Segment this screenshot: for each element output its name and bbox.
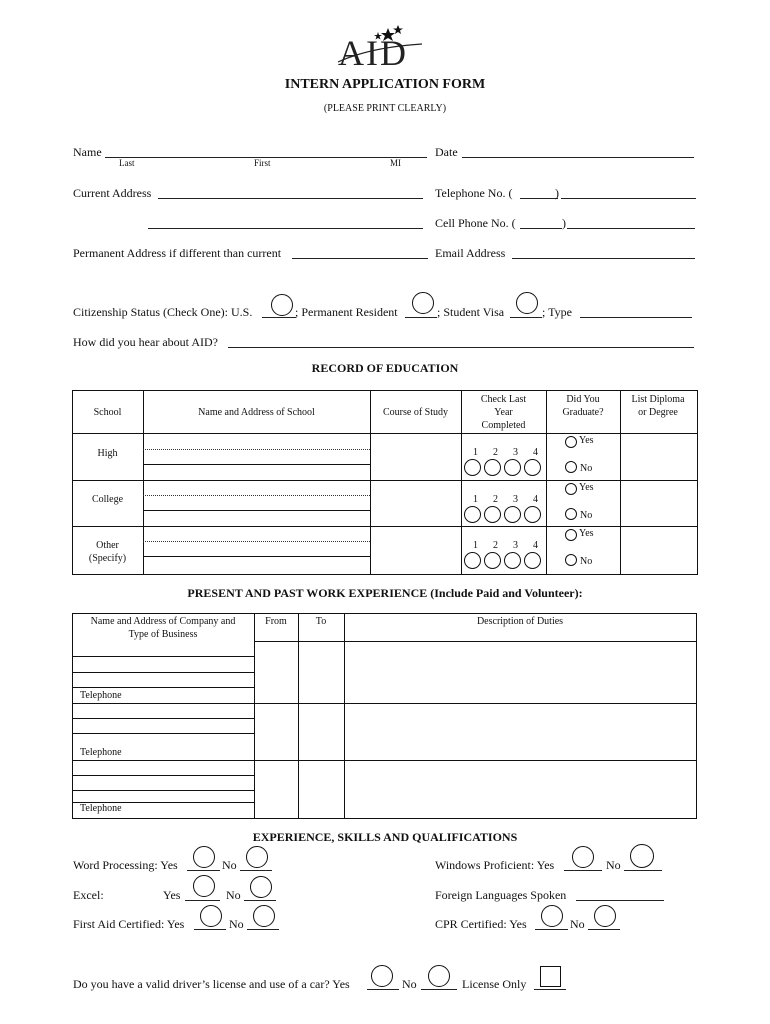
type-field[interactable] bbox=[580, 317, 692, 318]
work-col-to: To bbox=[315, 616, 327, 627]
edu-college-year-4-radio[interactable] bbox=[524, 506, 541, 523]
edu-name-subline bbox=[143, 556, 370, 557]
word-no-line bbox=[240, 870, 272, 871]
edu-header-did-you: Did You bbox=[566, 394, 600, 405]
edu-header-graduate: Graduate? bbox=[562, 407, 604, 418]
edu-header-year: Year bbox=[494, 407, 513, 418]
excel-yes-radio[interactable] bbox=[193, 875, 215, 897]
edu-high-year-4-radio[interactable] bbox=[524, 459, 541, 476]
type-label: ; Type bbox=[542, 305, 572, 319]
work-row-line bbox=[254, 641, 696, 642]
edu-row-line bbox=[72, 433, 697, 434]
work-col-company: Name and Address of Company and bbox=[90, 616, 236, 627]
edu-header-list-diploma: List Diploma bbox=[631, 394, 685, 405]
cpr-yes-line bbox=[535, 929, 568, 930]
edu-high-year-3-radio[interactable] bbox=[504, 459, 521, 476]
hear-label: How did you hear about AID? bbox=[73, 335, 218, 349]
work-telephone-2: Telephone bbox=[80, 747, 122, 758]
work-col-company-2: Type of Business bbox=[128, 629, 198, 640]
work-company-subline bbox=[72, 687, 254, 688]
edu-high-graduate-yes-radio[interactable] bbox=[565, 436, 577, 448]
edu-college-year-2-radio[interactable] bbox=[484, 506, 501, 523]
edu-header-check-last: Check Last bbox=[480, 394, 527, 405]
education-heading: RECORD OF EDUCATION bbox=[311, 361, 459, 375]
work-heading: PRESENT AND PAST WORK EXPERIENCE (Include Paid and Volunteer): bbox=[187, 586, 583, 600]
excel-yes-line bbox=[185, 900, 220, 901]
edu-year-number: 4 bbox=[533, 494, 538, 505]
windows-label: Windows Proficient: Yes bbox=[435, 858, 555, 872]
windows-no-line bbox=[624, 870, 662, 871]
student-visa-label: ; Student Visa bbox=[437, 305, 505, 319]
windows-yes-line bbox=[564, 870, 602, 871]
email-label: Email Address bbox=[435, 246, 506, 260]
hear-field[interactable] bbox=[228, 347, 694, 348]
form-title: INTERN APPLICATION FORM bbox=[284, 77, 486, 92]
edu-row-label-college: College bbox=[91, 494, 124, 505]
logo-text: AID bbox=[338, 33, 408, 73]
cell-paren-close: ) bbox=[562, 216, 566, 230]
current-address-line2[interactable] bbox=[148, 228, 423, 229]
cpr-no-label: No bbox=[570, 917, 585, 931]
edu-college-year-1-radio[interactable] bbox=[464, 506, 481, 523]
permanent-address-field[interactable] bbox=[292, 258, 428, 259]
edu-year-number: 1 bbox=[473, 494, 478, 505]
word-no-radio[interactable] bbox=[246, 846, 268, 868]
edu-year-number: 1 bbox=[473, 540, 478, 551]
work-company-subline bbox=[72, 672, 254, 673]
edu-college-year-3-radio[interactable] bbox=[504, 506, 521, 523]
work-col-from: From bbox=[265, 616, 287, 627]
first-aid-yes-radio[interactable] bbox=[200, 905, 222, 927]
work-col-line bbox=[344, 613, 345, 818]
telephone-field[interactable] bbox=[561, 198, 696, 199]
edu-graduate-yes-label: Yes bbox=[579, 528, 594, 539]
skills-heading: EXPERIENCE, SKILLS AND QUALIFICATIONS bbox=[252, 830, 518, 844]
edu-name-subline bbox=[143, 510, 370, 511]
perm-resident-label: ; Permanent Resident bbox=[295, 305, 398, 319]
edu-graduate-yes-label: Yes bbox=[579, 482, 594, 493]
excel-no-radio[interactable] bbox=[250, 876, 272, 898]
edu-row-label-high: High bbox=[97, 448, 118, 459]
cpr-no-line bbox=[588, 929, 620, 930]
work-company-subline bbox=[72, 790, 254, 791]
foreign-languages-label: Foreign Languages Spoken bbox=[435, 888, 567, 902]
work-company-subline bbox=[72, 733, 254, 734]
last-label: Last bbox=[119, 158, 135, 168]
windows-no-radio[interactable] bbox=[630, 844, 654, 868]
edu-other-year-3-radio[interactable] bbox=[504, 552, 521, 569]
word-processing-label: Word Processing: Yes bbox=[73, 858, 178, 872]
first-aid-yes-line bbox=[194, 929, 226, 930]
telephone-label: Telephone No. ( bbox=[435, 186, 513, 200]
cell-field[interactable] bbox=[567, 228, 695, 229]
edu-graduate-no-label: No bbox=[580, 510, 593, 521]
excel-yes-label: Yes bbox=[163, 888, 181, 902]
first-aid-label: First Aid Certified: Yes bbox=[73, 917, 185, 931]
license-only-label: License Only bbox=[462, 977, 527, 991]
first-aid-no-label: No bbox=[229, 917, 244, 931]
cpr-no-radio[interactable] bbox=[594, 905, 616, 927]
telephone-paren-close: ) bbox=[555, 186, 559, 200]
edu-other-graduate-no-radio[interactable] bbox=[565, 554, 577, 566]
edu-row-label-other: Other bbox=[96, 540, 119, 551]
edu-year-number: 3 bbox=[513, 447, 518, 458]
excel-no-line bbox=[244, 900, 276, 901]
edu-high-graduate-no-radio[interactable] bbox=[565, 461, 577, 473]
edu-header-name: Name and Address of School bbox=[198, 407, 315, 418]
date-label: Date bbox=[435, 145, 458, 159]
edu-graduate-no-label: No bbox=[580, 463, 593, 474]
cell-label: Cell Phone No. ( bbox=[435, 216, 516, 230]
work-col-line bbox=[298, 613, 299, 818]
first-aid-no-line bbox=[247, 929, 279, 930]
edu-header-course: Course of Study bbox=[383, 407, 448, 418]
edu-year-number: 3 bbox=[513, 540, 518, 551]
current-address-label: Current Address bbox=[73, 186, 152, 200]
foreign-languages-field[interactable] bbox=[576, 900, 664, 901]
work-company-subline bbox=[72, 775, 254, 776]
perm-resident-radio[interactable] bbox=[412, 292, 434, 314]
edu-year-number: 3 bbox=[513, 494, 518, 505]
drivers-label: Do you have a valid driver’s license and use of a car? Yes bbox=[73, 977, 350, 991]
cell-area-field[interactable] bbox=[520, 228, 562, 229]
edu-high-year-2-radio[interactable] bbox=[484, 459, 501, 476]
email-field[interactable] bbox=[512, 258, 695, 259]
work-col-line bbox=[254, 613, 255, 818]
student-visa-radio[interactable] bbox=[516, 292, 538, 314]
edu-year-number: 2 bbox=[493, 494, 498, 505]
cpr-yes-radio[interactable] bbox=[541, 905, 563, 927]
work-company-subline bbox=[72, 760, 254, 761]
edu-other-graduate-yes-radio[interactable] bbox=[565, 529, 577, 541]
citizenship-us-line bbox=[262, 317, 296, 318]
work-telephone-3: Telephone bbox=[80, 803, 122, 814]
excel-no-label: No bbox=[226, 888, 241, 902]
work-row-line bbox=[254, 760, 696, 761]
edu-high-year-1-radio[interactable] bbox=[464, 459, 481, 476]
work-col-description: Description of Duties bbox=[476, 616, 564, 627]
edu-name-subline bbox=[143, 495, 370, 496]
edu-graduate-no-label: No bbox=[580, 556, 593, 567]
work-telephone-1: Telephone bbox=[80, 690, 122, 701]
windows-yes-radio[interactable] bbox=[572, 846, 594, 868]
first-label: First bbox=[254, 158, 271, 168]
perm-resident-line bbox=[405, 317, 437, 318]
current-address-field[interactable] bbox=[158, 198, 423, 199]
edu-other-year-1-radio[interactable] bbox=[464, 552, 481, 569]
word-no-label: No bbox=[222, 858, 237, 872]
drivers-no-label: No bbox=[402, 977, 417, 991]
first-aid-no-radio[interactable] bbox=[253, 905, 275, 927]
work-company-subline bbox=[72, 718, 254, 719]
excel-label: Excel: bbox=[73, 888, 104, 902]
edu-header-completed: Completed bbox=[481, 420, 526, 431]
edu-row-label-specify: (Specify) bbox=[88, 553, 127, 564]
citizenship-us-radio[interactable] bbox=[271, 294, 293, 316]
edu-header-school: School bbox=[93, 407, 122, 418]
edu-other-year-4-radio[interactable] bbox=[524, 552, 541, 569]
work-table bbox=[72, 613, 697, 819]
edu-year-number: 1 bbox=[473, 447, 478, 458]
edu-row-line bbox=[72, 526, 697, 527]
drivers-yes-radio[interactable] bbox=[371, 965, 393, 987]
student-visa-line bbox=[510, 317, 542, 318]
edu-name-subline bbox=[143, 541, 370, 542]
edu-year-number: 2 bbox=[493, 447, 498, 458]
edu-header-or-degree: or Degree bbox=[638, 407, 678, 418]
license-only-checkbox[interactable] bbox=[540, 966, 561, 987]
aid-logo bbox=[330, 22, 426, 74]
edu-college-graduate-yes-radio[interactable] bbox=[565, 483, 577, 495]
edu-year-number: 4 bbox=[533, 447, 538, 458]
edu-name-subline bbox=[143, 449, 370, 450]
drivers-no-radio[interactable] bbox=[428, 965, 450, 987]
edu-year-number: 4 bbox=[533, 540, 538, 551]
work-row-line bbox=[254, 703, 696, 704]
work-company-subline bbox=[72, 703, 254, 704]
word-yes-line bbox=[187, 870, 220, 871]
name-label: Name bbox=[73, 145, 102, 159]
telephone-area-field[interactable] bbox=[520, 198, 558, 199]
license-only-line bbox=[534, 989, 566, 990]
edu-row-line bbox=[72, 480, 697, 481]
form-subtitle: (PLEASE PRINT CLEARLY) bbox=[323, 103, 447, 114]
date-field[interactable] bbox=[462, 157, 694, 158]
permanent-address-label: Permanent Address if different than current bbox=[73, 246, 282, 260]
drivers-no-line bbox=[421, 989, 457, 990]
word-yes-radio[interactable] bbox=[193, 846, 215, 868]
edu-other-year-2-radio[interactable] bbox=[484, 552, 501, 569]
windows-no-label: No bbox=[606, 858, 621, 872]
edu-year-number: 2 bbox=[493, 540, 498, 551]
work-company-subline bbox=[72, 656, 254, 657]
mi-label: MI bbox=[390, 158, 401, 168]
drivers-yes-line bbox=[367, 989, 399, 990]
edu-graduate-yes-label: Yes bbox=[579, 435, 594, 446]
edu-name-subline bbox=[143, 464, 370, 465]
citizenship-label: Citizenship Status (Check One): U.S. bbox=[73, 305, 253, 319]
edu-college-graduate-no-radio[interactable] bbox=[565, 508, 577, 520]
cpr-label: CPR Certified: Yes bbox=[435, 917, 527, 931]
